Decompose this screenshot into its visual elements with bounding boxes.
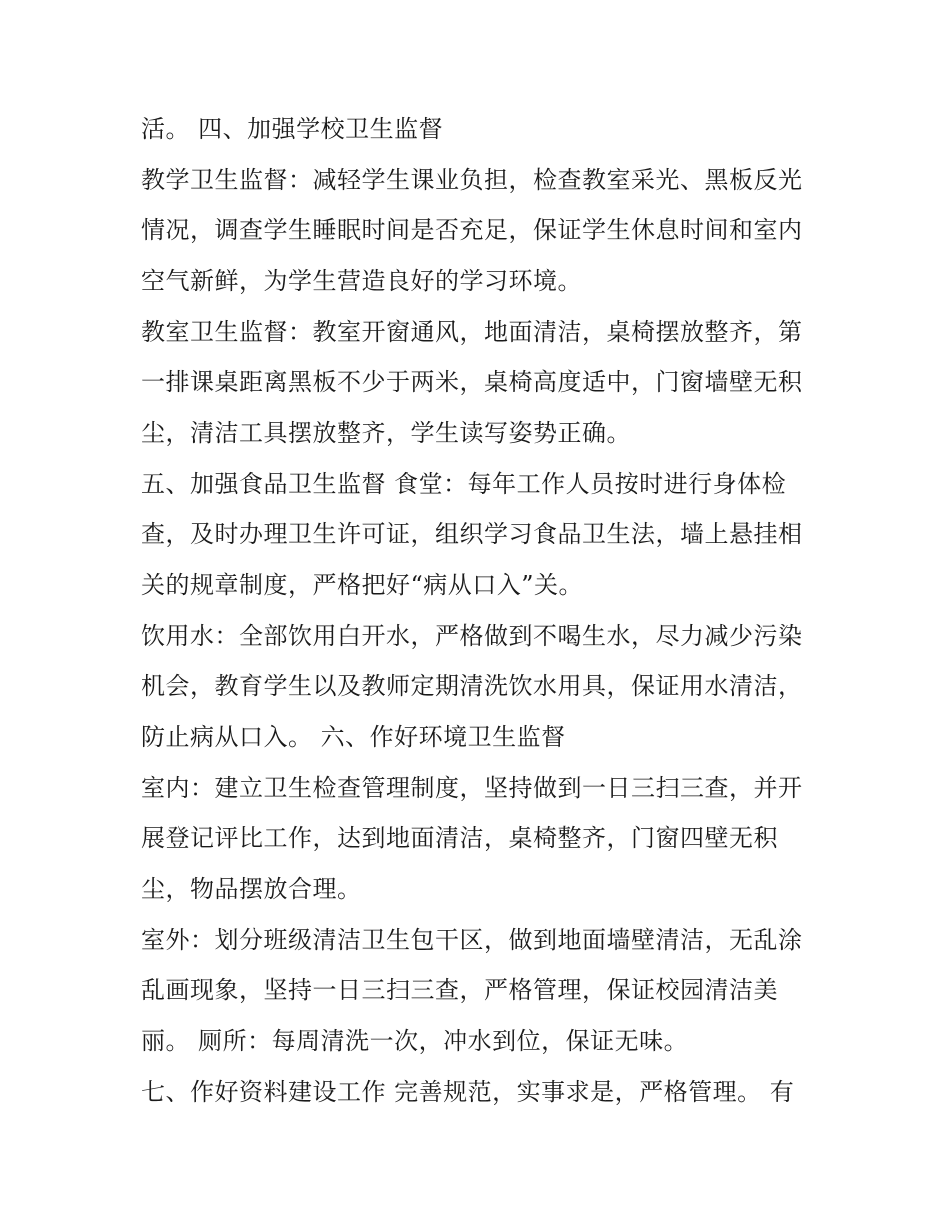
text-line: 室内：建立卫生检查管理制度，坚持做到一日三扫三查，并开 <box>141 774 803 802</box>
text-line: 室外：划分班级清洁卫生包干区，做到地面墙壁清洁，无乱涂 <box>141 926 803 954</box>
text-line: 空气新鲜，为学生营造良好的学习环境。 <box>141 267 582 295</box>
text-line: 查，及时办理卫生许可证，组织学习食品卫生法，墙上悬挂相 <box>141 520 803 548</box>
text-line: 教室卫生监督：教室开窗通风，地面清洁，桌椅摆放整齐，第 <box>141 318 803 346</box>
text-line: 丽。 厕所：每周清洗一次，冲水到位，保证无味。 <box>141 1027 689 1055</box>
text-line: 活。 四、加强学校卫生监督 <box>141 115 444 143</box>
text-line: 关的规章制度，严格把好“病从口入”关。 <box>141 571 584 599</box>
text-line: 一排课桌距离黑板不少于两米，桌椅高度适中，门窗墙壁无积 <box>141 368 803 396</box>
text-line: 七、作好资料建设工作 完善规范，实事求是，严格管理。 有 <box>141 1078 795 1106</box>
text-line: 展登记评比工作，达到地面清洁，桌椅整齐，门窗四壁无积 <box>141 824 778 852</box>
text-line: 五、加强食品卫生监督 食堂：每年工作人员按时进行身体检 <box>141 470 787 498</box>
text-line: 教学卫生监督：减轻学生课业负担，检查教室采光、黑板反光 <box>141 166 803 194</box>
text-line: 防止病从口入。 六、作好环境卫生监督 <box>141 723 566 751</box>
text-line: 饮用水：全部饮用白开水，严格做到不喝生水，尽力减少污染 <box>141 622 803 650</box>
text-line: 尘，清洁工具摆放整齐，学生读写姿势正确。 <box>141 419 631 447</box>
text-line: 乱画现象，坚持一日三扫三查，严格管理，保证校园清洁美 <box>141 976 778 1004</box>
text-line: 尘，物品摆放合理。 <box>141 875 362 903</box>
text-line: 情况，调查学生睡眠时间是否充足，保证学生休息时间和室内 <box>141 216 803 244</box>
text-line: 机会，教育学生以及教师定期清洗饮水用具，保证用水清洁， <box>141 672 803 700</box>
